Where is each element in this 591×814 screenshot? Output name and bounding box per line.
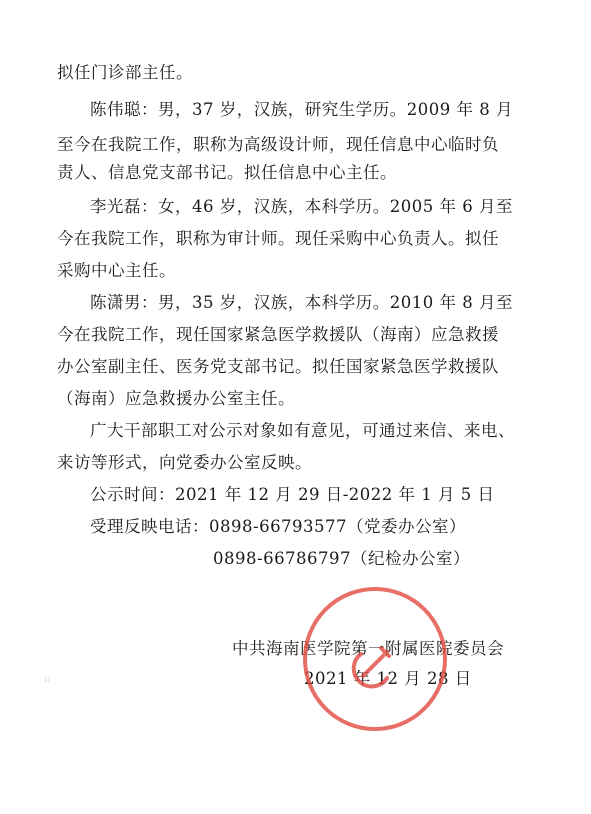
text-line: 责人、信息党支部书记。拟任信息中心主任。 bbox=[57, 163, 397, 182]
text-line: 广大干部职工对公示对象如有意见，可通过来信、来电、 bbox=[90, 421, 515, 440]
phone-line: 受理反映电话：0898-66793577（党委办公室） bbox=[90, 517, 467, 536]
text-line: 办公室副主任、医务党支部书记。拟任国家紧急医学救援队 bbox=[57, 357, 499, 376]
text-line: 至今在我院工作，职称为高级设计师，现任信息中心临时负 bbox=[57, 135, 499, 154]
text-line: 陈伟聪：男，37 岁，汉族，研究生学历。2009 年 8 月 bbox=[90, 100, 513, 119]
phone-line: 0898-66786797（纪检办公室） bbox=[213, 549, 471, 568]
text-line: 今在我院工作，职称为审计师。现任采购中心负责人。拟任 bbox=[57, 229, 499, 248]
text-line: 今在我院工作，现任国家紧急医学救援队（海南）应急救援 bbox=[57, 325, 499, 344]
page-speck: ıı bbox=[44, 674, 51, 685]
text-line: （海南）应急救援办公室主任。 bbox=[57, 389, 295, 408]
official-seal bbox=[300, 584, 450, 734]
signature-date: 2021 年 12 月 28 日 bbox=[304, 669, 472, 688]
text-line: 来访等形式，向党委办公室反映。 bbox=[57, 453, 312, 472]
text-line: 李光磊：女，46 岁，汉族，本科学历。2005 年 6 月至 bbox=[90, 197, 513, 216]
publicity-period: 公示时间：2021 年 12 月 29 日-2022 年 1 月 5 日 bbox=[90, 485, 495, 504]
text-line: 陈潇男：男，35 岁，汉族，本科学历。2010 年 8 月至 bbox=[90, 293, 513, 312]
text-line: 拟任门诊部主任。 bbox=[57, 63, 193, 82]
signature-org: 中共海南医学院第一附属医院委员会 bbox=[232, 639, 504, 658]
text-line: 采购中心主任。 bbox=[57, 261, 176, 280]
